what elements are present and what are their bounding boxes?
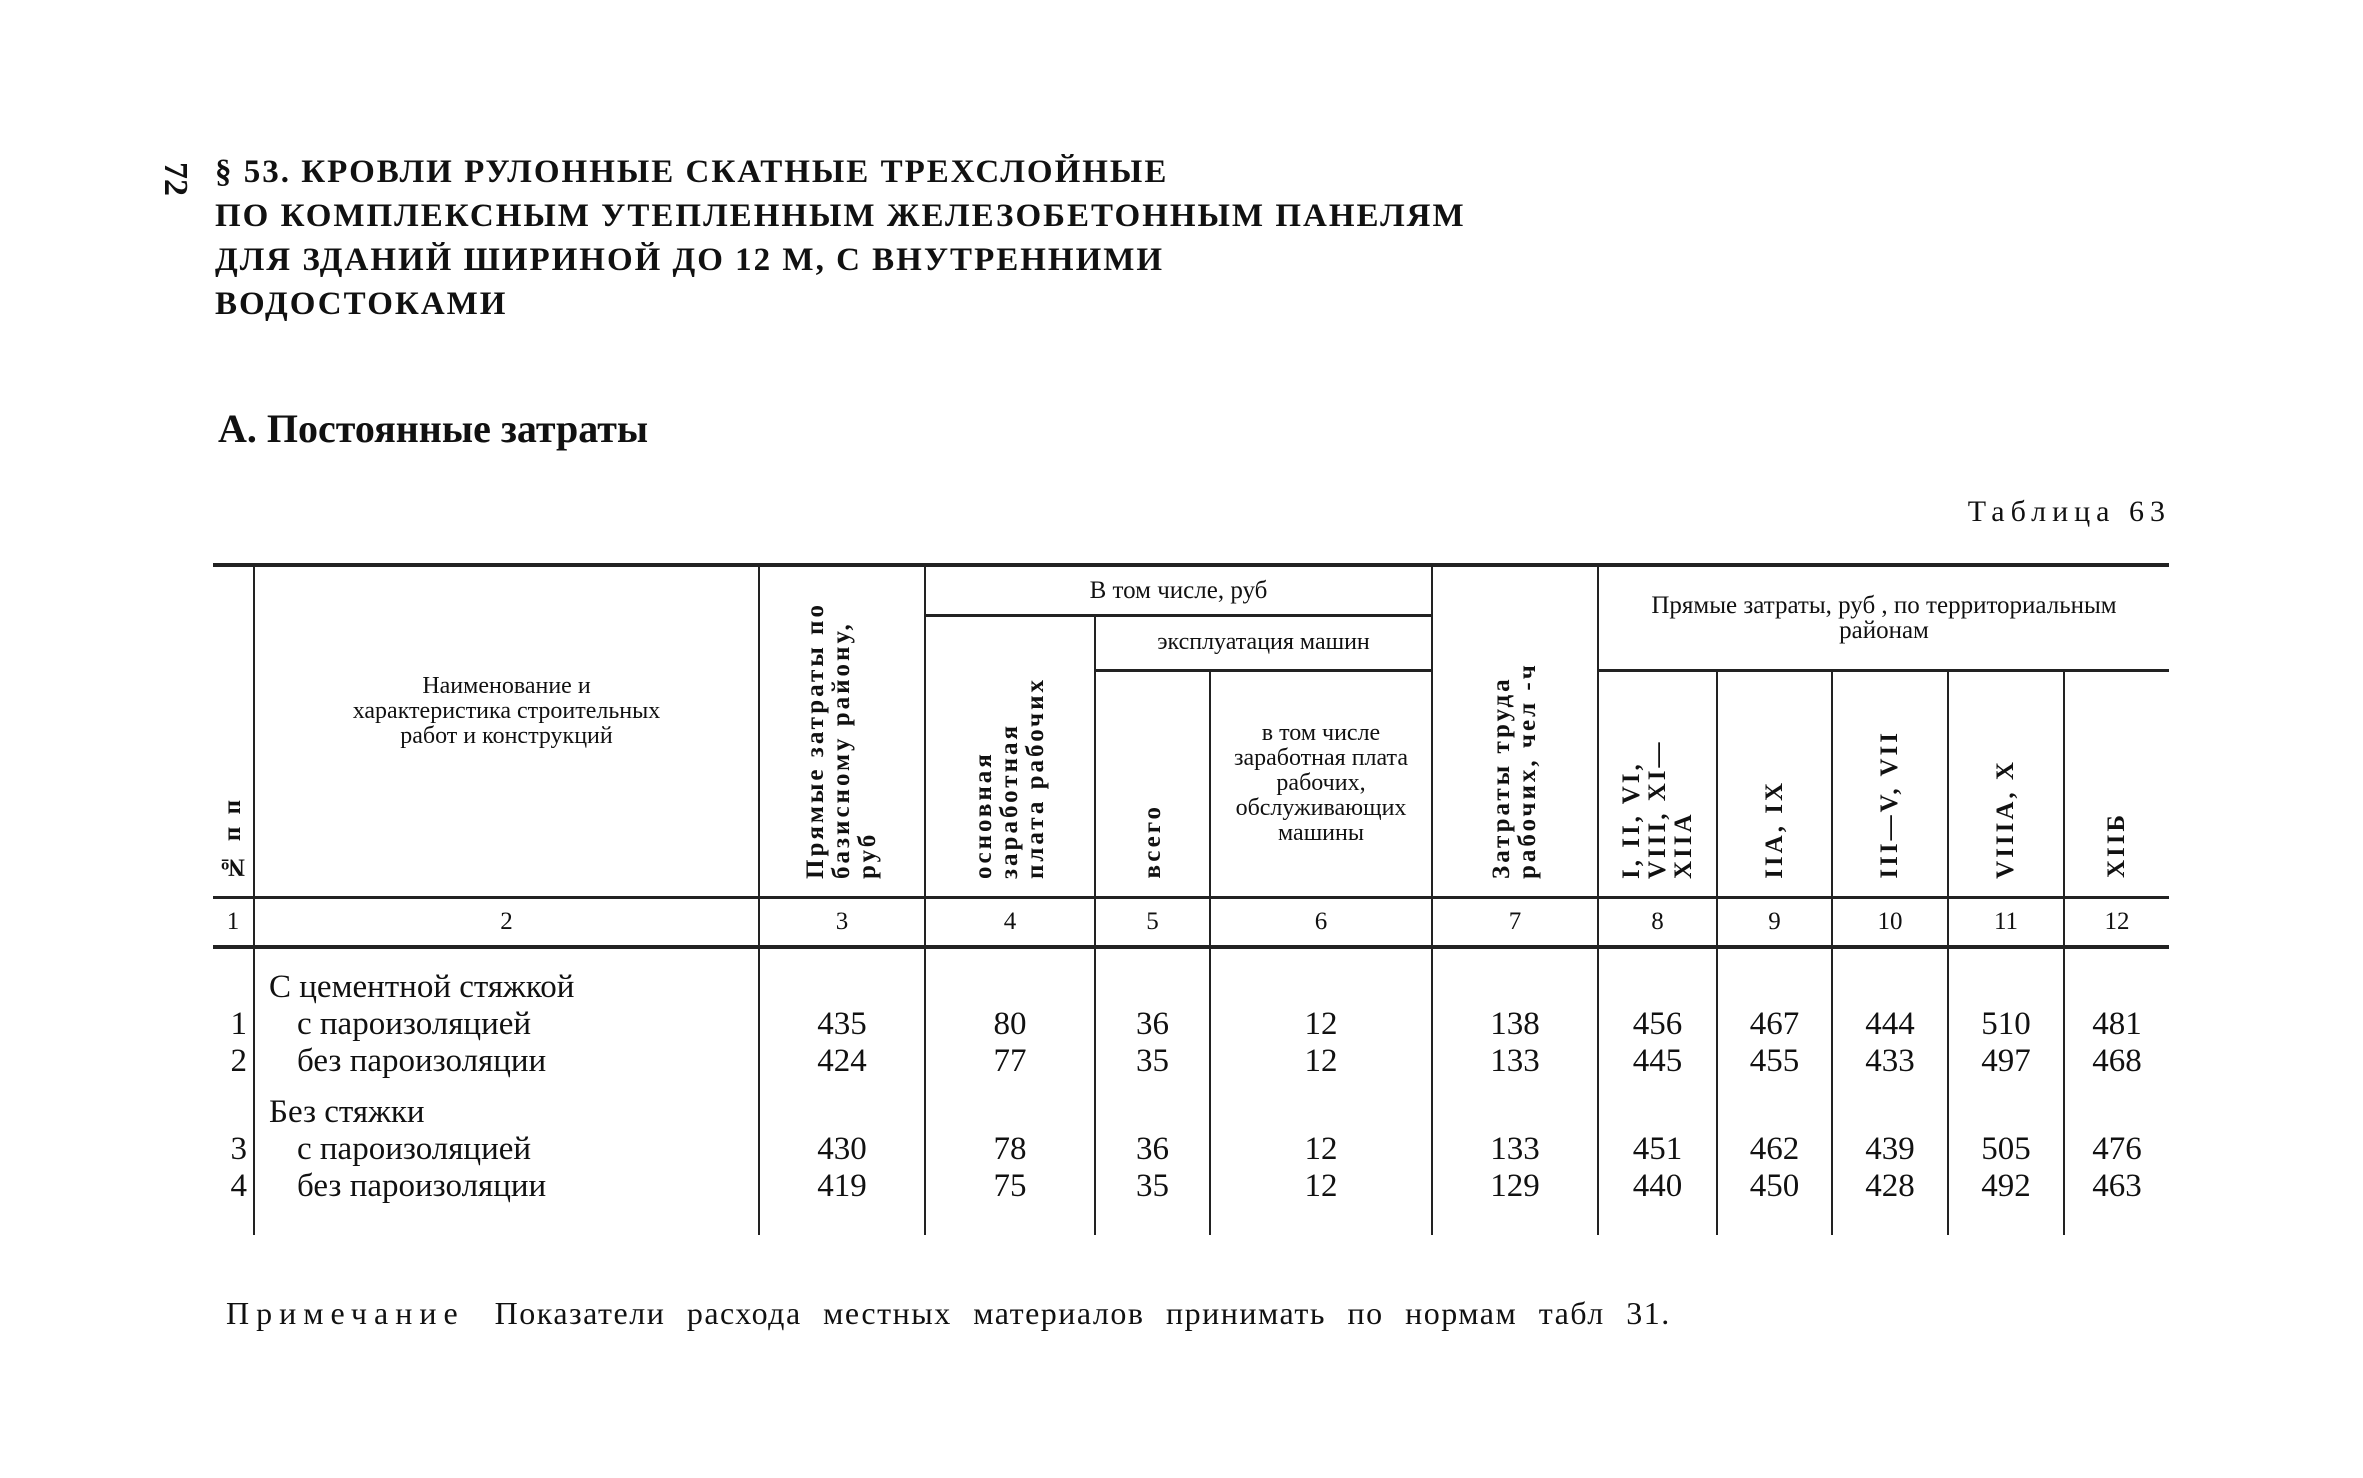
spacer-cell: [759, 1205, 925, 1235]
spacer-cell: [254, 1205, 759, 1235]
header-machines-wage: в том числе заработная плата рабочих, обслуживающих машины: [1210, 670, 1432, 897]
row-value: 451: [1598, 1131, 1717, 1168]
spacer-cell: [2064, 1205, 2169, 1235]
spacer-cell: [1832, 1080, 1948, 1094]
spacer-cell: [1210, 1080, 1432, 1094]
column-number-row: [213, 897, 2169, 947]
header-num: № п п: [213, 565, 254, 897]
row-value: 80: [925, 1006, 1095, 1043]
spacer-cell: [1948, 1080, 2064, 1094]
row-value: 428: [1832, 1168, 1948, 1205]
header-region: IIА, IX: [1717, 670, 1832, 897]
spacer-cell: [1095, 1080, 1210, 1094]
column-number: 3: [759, 897, 925, 947]
spacer-cell: [1948, 1205, 2064, 1235]
row-value: 35: [1095, 1043, 1210, 1080]
empty-cell: [1717, 1094, 1832, 1131]
table-label: Таблица 63: [1967, 495, 2171, 528]
row-value: 505: [1948, 1131, 2064, 1168]
header-machines-group: эксплуатация машин: [1095, 615, 1432, 670]
header-base-wage: основная заработная плата рабочих: [925, 615, 1095, 897]
row-value: 433: [1832, 1043, 1948, 1080]
spacer-cell: [1095, 1205, 1210, 1235]
spacer-cell: [1717, 1080, 1832, 1094]
row-value: 12: [1210, 1043, 1432, 1080]
empty-cell: [213, 1094, 254, 1131]
row-name: с пароизоляцией: [254, 1006, 759, 1043]
empty-cell: [1717, 969, 1832, 1006]
row-value: 78: [925, 1131, 1095, 1168]
row-value: 497: [1948, 1043, 2064, 1080]
row-value: 481: [2064, 1006, 2169, 1043]
column-number: 5: [1095, 897, 1210, 947]
section-title-line: ДЛЯ ЗДАНИЙ ШИРИНОЙ ДО 12 М, С ВНУТРЕННИМИ: [215, 242, 1165, 278]
empty-cell: [1598, 969, 1717, 1006]
spacer-cell: [254, 1080, 759, 1094]
header-labor: Затраты труда рабочих, чел -ч: [1432, 565, 1598, 897]
group-title: Без стяжки: [254, 1094, 759, 1131]
group-header-row: [213, 969, 2169, 1006]
row-value: 435: [759, 1006, 925, 1043]
row-value: 455: [1717, 1043, 1832, 1080]
spacer-cell: [1598, 1080, 1717, 1094]
row-value: 75: [925, 1168, 1095, 1205]
empty-cell: [1432, 969, 1598, 1006]
row-value: 424: [759, 1043, 925, 1080]
table-row: [213, 1131, 2169, 1168]
spacer-cell: [2064, 1080, 2169, 1094]
spacer-cell: [1432, 1080, 1598, 1094]
note-text: Показатели расхода местных материалов принимать по нормам табл 31.: [494, 1295, 1671, 1331]
spacer-cell: [213, 947, 254, 969]
row-value: 36: [1095, 1131, 1210, 1168]
header-region: I, II, VI, VIII, XI—XIIА: [1598, 670, 1717, 897]
row-value: 419: [759, 1168, 925, 1205]
empty-cell: [759, 1094, 925, 1131]
row-value: 467: [1717, 1006, 1832, 1043]
row-value: 12: [1210, 1006, 1432, 1043]
empty-cell: [1948, 969, 2064, 1006]
page-number: 72: [157, 162, 194, 196]
column-number: 7: [1432, 897, 1598, 947]
spacer-cell: [925, 1080, 1095, 1094]
column-number: 4: [925, 897, 1095, 947]
table-note: [226, 1295, 1671, 1332]
row-value: 133: [1432, 1043, 1598, 1080]
spacer-cell: [254, 947, 759, 969]
header-regions-group: Прямые затраты, руб , по территориальным районам: [1598, 565, 2169, 670]
group-header-row: [213, 1094, 2169, 1131]
row-value: 450: [1717, 1168, 1832, 1205]
row-value: 492: [1948, 1168, 2064, 1205]
spacer-cell: [1095, 947, 1210, 969]
empty-cell: [1948, 1094, 2064, 1131]
spacer-cell: [1948, 947, 2064, 969]
column-number: 1: [213, 897, 254, 947]
section-title: [215, 150, 1466, 326]
column-number: 8: [1598, 897, 1717, 947]
header-incl-group: В том числе, руб: [925, 565, 1432, 615]
row-value: 439: [1832, 1131, 1948, 1168]
note-label: Примечание: [226, 1295, 465, 1331]
empty-cell: [2064, 969, 2169, 1006]
row-value: 12: [1210, 1168, 1432, 1205]
row-number: 2: [230, 1043, 247, 1079]
empty-cell: [1432, 1094, 1598, 1131]
section-title-line: § 53. КРОВЛИ РУЛОННЫЕ СКАТНЫЕ ТРЕХСЛОЙНЫЕ: [215, 154, 1169, 190]
table-row: [213, 1043, 2169, 1080]
row-value: 129: [1432, 1168, 1598, 1205]
row-value: 77: [925, 1043, 1095, 1080]
header-machines-total: всего: [1095, 670, 1210, 897]
row-name: без пароизоляции: [254, 1043, 759, 1080]
empty-cell: [1210, 1094, 1432, 1131]
spacer-cell: [1432, 947, 1598, 969]
empty-cell: [1832, 969, 1948, 1006]
empty-cell: [925, 969, 1095, 1006]
header-region: XIIБ: [2064, 670, 2169, 897]
spacer-cell: [759, 1080, 925, 1094]
spacer-cell: [1598, 947, 1717, 969]
header-direct-base: Прямые затраты по базисному району, руб: [759, 565, 925, 897]
row-value: 440: [1598, 1168, 1717, 1205]
column-number: 11: [1948, 897, 2064, 947]
cost-table: [213, 563, 2169, 1235]
empty-cell: [213, 969, 254, 1006]
empty-cell: [759, 969, 925, 1006]
spacer-cell: [1717, 1205, 1832, 1235]
row-number: 1: [230, 1006, 247, 1042]
column-number: 2: [254, 897, 759, 947]
row-value: 444: [1832, 1006, 1948, 1043]
row-value: 430: [759, 1131, 925, 1168]
spacer-cell: [1432, 1205, 1598, 1235]
row-value: 463: [2064, 1168, 2169, 1205]
row-number: 4: [230, 1168, 247, 1204]
table-row: [213, 1168, 2169, 1205]
column-number: 6: [1210, 897, 1432, 947]
spacer-cell: [1832, 947, 1948, 969]
empty-cell: [1095, 1094, 1210, 1131]
section-title-line: ПО КОМПЛЕКСНЫМ УТЕПЛЕННЫМ ЖЕЛЕЗОБЕТОННЫМ ПАНЕЛЯМ: [215, 198, 1466, 234]
column-number: 9: [1717, 897, 1832, 947]
empty-cell: [925, 1094, 1095, 1131]
spacer-cell: [759, 947, 925, 969]
spacer-cell: [1598, 1205, 1717, 1235]
empty-cell: [1095, 969, 1210, 1006]
row-name: без пароизоляции: [254, 1168, 759, 1205]
row-value: 468: [2064, 1043, 2169, 1080]
section-title-line: ВОДОСТОКАМИ: [215, 286, 508, 322]
spacer-cell: [213, 1080, 254, 1094]
spacer-cell: [1210, 947, 1432, 969]
empty-cell: [1832, 1094, 1948, 1131]
spacer-cell: [1717, 947, 1832, 969]
header-name: Наименование и характеристика строительных работ и конструкций: [254, 565, 759, 897]
spacer-cell: [1832, 1205, 1948, 1235]
spacer-cell: [2064, 947, 2169, 969]
group-title: С цементной стяжкой: [254, 969, 759, 1006]
row-value: 36: [1095, 1006, 1210, 1043]
empty-cell: [1210, 969, 1432, 1006]
row-value: 138: [1432, 1006, 1598, 1043]
subsection-title: А. Постоянные затраты: [218, 406, 649, 451]
empty-cell: [2064, 1094, 2169, 1131]
row-value: 445: [1598, 1043, 1717, 1080]
spacer-cell: [213, 1205, 254, 1235]
spacer-cell: [1210, 1205, 1432, 1235]
table-row: [213, 1006, 2169, 1043]
row-value: 35: [1095, 1168, 1210, 1205]
row-value: 510: [1948, 1006, 2064, 1043]
row-value: 133: [1432, 1131, 1598, 1168]
column-number: 12: [2064, 897, 2169, 947]
spacer-cell: [925, 947, 1095, 969]
header-region: III—V, VII: [1832, 670, 1948, 897]
row-value: 476: [2064, 1131, 2169, 1168]
row-value: 462: [1717, 1131, 1832, 1168]
row-value: 456: [1598, 1006, 1717, 1043]
row-number: 3: [230, 1131, 247, 1167]
header-region: VIIIА, X: [1948, 670, 2064, 897]
row-name: с пароизоляцией: [254, 1131, 759, 1168]
row-value: 12: [1210, 1131, 1432, 1168]
column-number: 10: [1832, 897, 1948, 947]
spacer-cell: [925, 1205, 1095, 1235]
empty-cell: [1598, 1094, 1717, 1131]
